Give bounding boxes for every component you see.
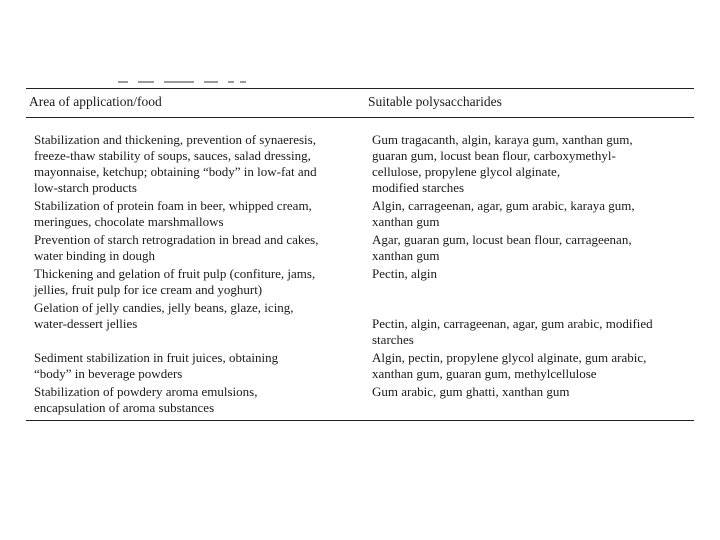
application-cell — [26, 300, 360, 348]
table-row — [26, 232, 694, 264]
application-line: freeze-thaw stability of soups, sauces, salad dressing, — [34, 148, 311, 163]
polysaccharides-line: starches — [372, 332, 414, 347]
polysaccharides-line: guaran gum, locust bean flour, carboxymethyl- — [372, 148, 616, 163]
header-application: Area of application/food — [29, 94, 162, 109]
table-row — [26, 132, 694, 196]
polysaccharide-table — [26, 88, 694, 421]
cropped-caption-remnant — [118, 80, 248, 84]
application-cell — [26, 232, 360, 264]
application-line: mayonnaise, ketchup; obtaining “body” in low-fat and — [34, 164, 317, 179]
polysaccharides-cell — [360, 198, 694, 230]
polysaccharides-line: xanthan gum — [372, 214, 440, 229]
table-row — [26, 350, 694, 382]
application-cell — [26, 350, 360, 382]
application-line: Thickening and gelation of fruit pulp (confiture, jams, — [34, 266, 316, 281]
polysaccharides-cell — [360, 266, 694, 298]
application-cell — [26, 266, 360, 298]
application-line: low-starch products — [34, 180, 137, 195]
table-row — [26, 266, 694, 298]
table-top-rule — [26, 88, 694, 89]
table-bottom-rule — [26, 420, 694, 421]
polysaccharides-line: xanthan gum — [372, 248, 440, 263]
polysaccharides-cell — [360, 132, 694, 196]
application-line: meringues, chocolate marshmallows — [34, 214, 224, 229]
table-body — [26, 132, 694, 416]
application-line: Prevention of starch retrogradation in bread and cakes, — [34, 232, 319, 247]
application-line: Sediment stabilization in fruit juices, obtaining — [34, 350, 279, 365]
polysaccharides-line: Pectin, algin, carrageenan, agar, gum arabic, modified — [372, 316, 653, 331]
polysaccharides-cell — [360, 232, 694, 264]
polysaccharides-cell — [360, 350, 694, 382]
polysaccharides-line: Pectin, algin — [372, 266, 437, 281]
application-line: Stabilization of protein foam in beer, whipped cream, — [34, 198, 312, 213]
application-line: “body” in beverage powders — [34, 366, 183, 381]
application-line: Gelation of jelly candies, jelly beans, glaze, icing, — [34, 300, 294, 315]
polysaccharides-line: Gum tragacanth, algin, karaya gum, xanthan gum, — [372, 132, 633, 147]
polysaccharides-line: Algin, pectin, propylene glycol alginate, gum arabic, — [372, 350, 647, 365]
application-line: water binding in dough — [34, 248, 155, 263]
table-row — [26, 198, 694, 230]
application-line: Stabilization of powdery aroma emulsions, — [34, 384, 258, 399]
header-polysaccharides: Suitable polysaccharides — [368, 94, 502, 109]
table-header-rule — [26, 117, 694, 118]
table-header-row — [26, 94, 694, 110]
table-row — [26, 384, 694, 416]
application-line: encapsulation of aroma substances — [34, 400, 215, 415]
polysaccharides-cell — [360, 384, 694, 416]
application-line: water-dessert jellies — [34, 316, 138, 331]
application-cell — [26, 132, 360, 196]
polysaccharides-line: Gum arabic, gum ghatti, xanthan gum — [372, 384, 570, 399]
polysaccharides-line: cellulose, propylene glycol alginate, — [372, 164, 561, 179]
polysaccharides-line: xanthan gum, guaran gum, methylcellulose — [372, 366, 597, 381]
polysaccharides-cell — [360, 300, 694, 348]
application-line: Stabilization and thickening, prevention of synaeresis, — [34, 132, 316, 147]
application-line: jellies, fruit pulp for ice cream and yoghurt) — [34, 282, 263, 297]
application-cell — [26, 198, 360, 230]
polysaccharides-line: Agar, guaran gum, locust bean flour, carrageenan, — [372, 232, 632, 247]
table-row — [26, 300, 694, 348]
polysaccharides-line: modified starches — [372, 180, 465, 195]
application-cell — [26, 384, 360, 416]
polysaccharides-line: Algin, carrageenan, agar, gum arabic, karaya gum, — [372, 198, 635, 213]
